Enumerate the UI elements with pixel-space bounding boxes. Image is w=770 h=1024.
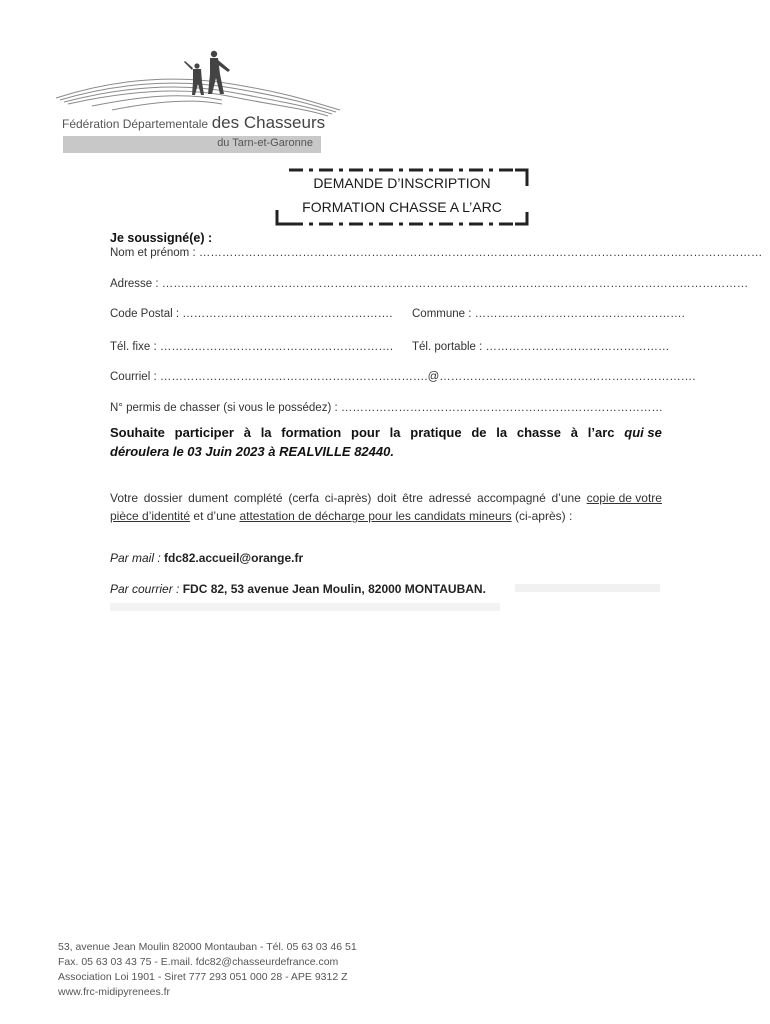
instruction-word: accompagné (477, 491, 546, 505)
email-method-label: Par mail : (110, 551, 161, 565)
instruction-word: dossier (143, 491, 183, 505)
org-name-line (62, 113, 325, 133)
instructions (110, 489, 662, 525)
announcement-word: la (496, 425, 508, 440)
org-prefix: Fédération Départementale (62, 117, 209, 131)
announcement-word: pratique (410, 425, 462, 440)
email-label: Courriel : (110, 371, 157, 383)
faded-mark (515, 584, 660, 592)
federation-logo-graphic (52, 40, 342, 118)
announcement-line-1 (110, 423, 662, 442)
instruction-text: (ci-après) : (514, 509, 573, 523)
address-field[interactable]: Adresse : ……………………………………………………………………………………………………………………………………… (110, 278, 749, 290)
announcement-word: formation (281, 425, 342, 440)
announcement-word: pour (351, 425, 380, 440)
org-region: du Tarn-et-Garonne (217, 137, 313, 149)
contact-post-line (110, 582, 486, 596)
title-line-1: DEMANDE D’INSCRIPTION (313, 175, 491, 191)
announcement-line-2: déroulera le 03 Juin 2023 à REALVILLE 82440. (110, 444, 394, 459)
email-at-sign: @ (427, 371, 440, 383)
announcement-word: à (570, 425, 578, 440)
contact-email-line (110, 551, 303, 565)
address-label: Adresse : (110, 278, 159, 290)
permit-field[interactable]: N° permis de chasser (si vous le possédez) : ………………………………………………………………………… (110, 402, 663, 414)
name-field[interactable]: Nom et prénom : ………………………………………………………………………………………………………………………………… (110, 247, 763, 259)
announcement-word: chasse (516, 425, 561, 440)
id-document-link[interactable]: pièce d’identité (110, 509, 191, 523)
minor-waiver-link[interactable]: attestation de décharge pour les candidats mineurs (239, 509, 512, 523)
contact-post-address: FDC 82, 53 avenue Jean Moulin, 82000 MONTAUBAN. (182, 582, 486, 596)
instruction-word: Votre (110, 491, 139, 505)
instruction-text: et d’une (193, 509, 237, 523)
footer-address: 53, avenue Jean Moulin 82000 Montauban - Tél. 05 63 03 46 51 (58, 941, 357, 953)
footer-fax-email: Fax. 05 63 03 43 75 - E.mail. fdc82@chasseurdefrance.com (58, 956, 339, 968)
announcement-word: la (260, 425, 272, 440)
post-method-label: Par courrier : (110, 582, 180, 596)
email-field[interactable]: Courriel : …………………………………………………………….@…………………………………………………………. (110, 371, 696, 383)
announcement-word: à (243, 425, 251, 440)
org-name: des Chasseurs (211, 113, 326, 132)
instruction-word: être (402, 491, 423, 505)
id-copy-link[interactable]: copie de votre (586, 491, 662, 505)
instruction-word: dument (188, 491, 229, 505)
announcement-word: participer (174, 425, 234, 440)
announcement-word: l’arc (587, 425, 615, 440)
instruction-word: doit (377, 491, 397, 505)
permit-label: N° permis de chasser (si vous le possédez) : (110, 402, 338, 414)
phone-field[interactable]: Tél. fixe : ……………………………………………………. (110, 341, 394, 353)
announcement (110, 423, 662, 461)
announcement-word: la (389, 425, 401, 440)
instruction-word: (cerfa (288, 491, 320, 505)
footer (58, 940, 357, 1000)
announcement-word-italic: qui se (624, 425, 662, 440)
instructions-line-1 (110, 489, 662, 507)
title-line-2: FORMATION CHASSE A L’ARC (302, 199, 502, 215)
instruction-word: d’une (551, 491, 581, 505)
commune-label: Commune : (412, 308, 472, 320)
mobile-label: Tél. portable : (412, 341, 483, 353)
instructions-line-2 (110, 507, 662, 525)
postal-code-field[interactable]: Code Postal : ………………………………………………. (110, 308, 393, 320)
name-label: Nom et prénom : (110, 247, 196, 259)
contact-email[interactable]: fdc82.accueil@orange.fr (164, 551, 304, 565)
announcement-word: de (471, 425, 487, 440)
org-region-bar (63, 136, 321, 153)
footer-legal: Association Loi 1901 - Siret 777 293 051 000 28 - APE 9312 Z (58, 971, 348, 983)
phone-label: Tél. fixe : (110, 341, 157, 353)
announcement-word: Souhaite (110, 425, 165, 440)
instruction-word: ci-après) (324, 491, 372, 505)
footer-website[interactable]: www.frc-midipyrenees.fr (58, 986, 171, 998)
instruction-word: adressé (428, 491, 472, 505)
mobile-field[interactable]: Tél. portable : ………………………………………… (412, 341, 670, 353)
faded-mark (110, 603, 500, 611)
commune-field[interactable]: Commune : ………………………………………………. (412, 308, 685, 320)
form-intro: Je soussigné(e) : (110, 231, 213, 245)
instruction-word: complété (233, 491, 283, 505)
postal-code-label: Code Postal : (110, 308, 180, 320)
